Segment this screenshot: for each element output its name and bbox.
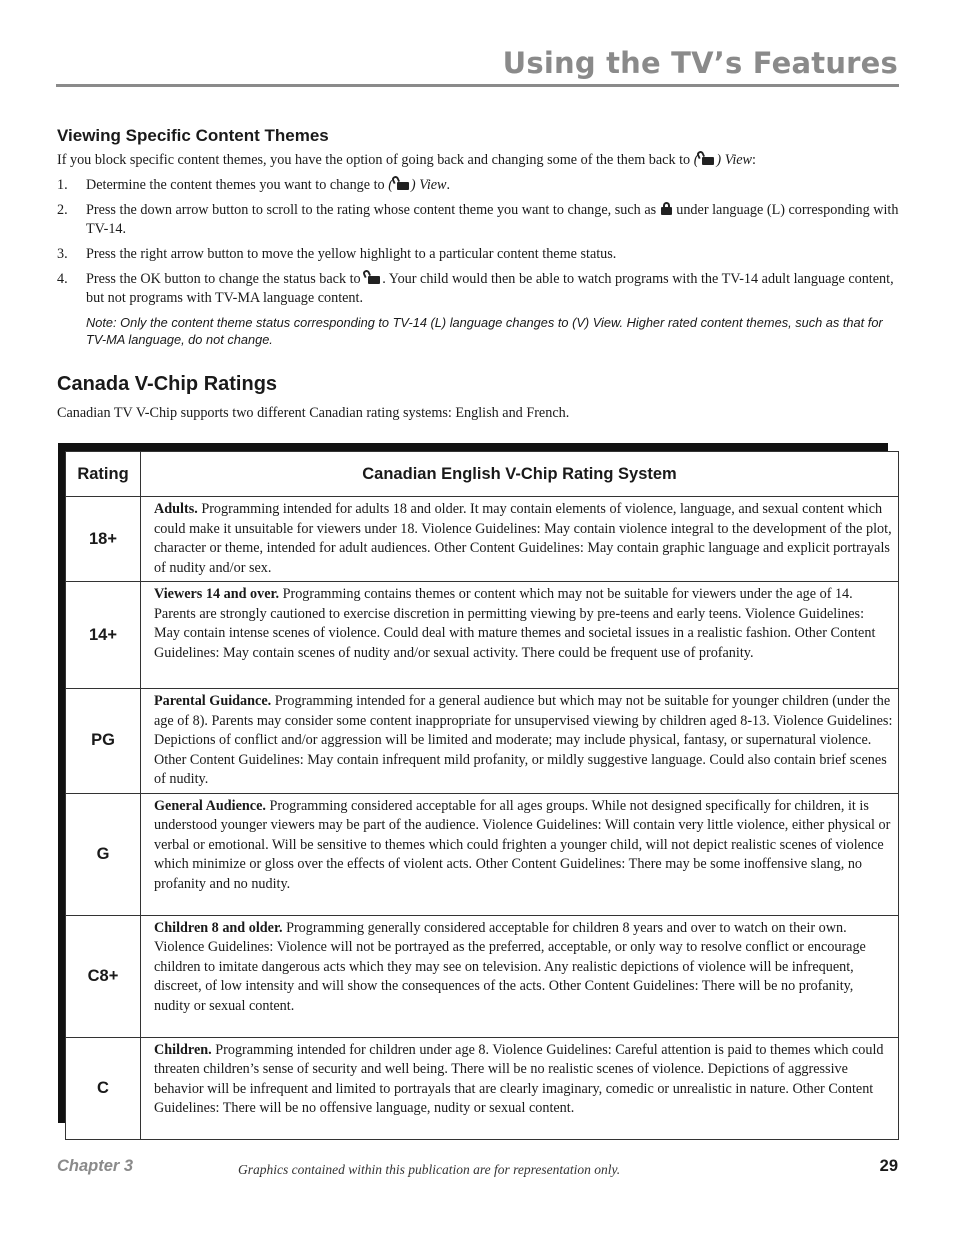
content-themes-intro: If you block specific content themes, you have the option of going back and changing some of the them back to ( ) View: (57, 151, 899, 170)
intro-text: If you block specific content themes, you have the option of going back and changing some of the them back to (57, 152, 691, 168)
footer-chapter: Chapter 3 (57, 1157, 134, 1175)
rating-description: Adults. Programming intended for adults 18 and older. It may contain elements of violence, language, and sexual content which could make it unsuitable for viewers under 18. Violence Guidelines: May contain violence integral to the development of the plot, character or theme, intended for adult audiences. Other Content Guidelines: May contain graphic language and explicit portrayals of nudity and/or sex. (141, 497, 899, 582)
rating-code: C8+ (66, 915, 141, 1037)
unlock-icon (699, 152, 715, 165)
rating-description: Children 8 and older. Programming generally considered acceptable for children 8 years and over to watch on their own. Violence Guidelines: Violence will not be portrayed as the preferred, acceptable, or only way to resolve conflict or encourage children to imitate dangerous acts which they may see on television. Any realistic depictions of violence will be infrequent, discreet, of low intensity and will show the consequences of the acts. Other Content Guidelines: There will be no profanity, nudity or sexual content. (141, 915, 899, 1037)
page-title: Using the TV’s Features (502, 46, 898, 80)
unlock-icon (365, 271, 381, 284)
rating-code: 14+ (66, 582, 141, 689)
steps-list (57, 176, 899, 354)
column-header-system: Canadian English V-Chip Rating System (141, 452, 899, 497)
table-row (66, 497, 899, 582)
table-row (66, 793, 899, 915)
section-heading-canada: Canada V-Chip Ratings (57, 373, 278, 395)
list-item: 2. Press the down arrow button to scroll to the rating whose content theme you want to change, such as under language (L) corresponding with TV-14. (57, 202, 899, 237)
table-row (66, 689, 899, 794)
table-row (66, 582, 899, 689)
list-item: 4. Press the OK button to change the status back to . Your child would then be able to watch programs with the TV-14 adult language content, but not programs with TV-MA language content. Note: Only the content theme status corresponding to TV-14 (L) language changes to (V) View. Higher rated content themes, such as that for TV-MA language, do not change. (57, 270, 899, 348)
page-number: 29 (879, 1157, 898, 1175)
title-rule (56, 84, 899, 87)
rating-table (65, 451, 899, 1140)
rating-code: PG (66, 689, 141, 794)
list-item: 1. Determine the content themes you want to change to ( ) View. (57, 176, 899, 195)
rating-description: Children. Programming intended for children under age 8. Violence Guidelines: Careful attention is paid to themes which could threaten children’s sense of security and well being. There will be no realistic scenes of violence. Depictions of aggressive behavior will be infrequent and limited to portrayals that are clearly imaginary, comedic or unrealistic in nature. Other Content Guidelines: There will be no offensive language, nudity or sexual content. (141, 1037, 899, 1139)
table-row (66, 915, 899, 1037)
column-header-rating: Rating (66, 452, 141, 497)
rating-code: G (66, 793, 141, 915)
table-header-row (66, 452, 899, 497)
table-row (66, 1037, 899, 1139)
intro-view-label: View (724, 152, 753, 168)
rating-description: Viewers 14 and over. Programming contains themes or content which may not be suitable for viewers under the age of 14. Parents are strongly cautioned to exercise discretion in permitting viewing by pre-teens and early teens. Violence Guidelines: May contain intense scenes of violence. Could deal with mature themes and societal issues in a realistic fashion. Other Content Guidelines: May contain scenes of nudity and/or sexual activity. There could be frequent use of profanity. (141, 582, 899, 689)
footer-note: Graphics contained within this publication are for representation only. (238, 1162, 621, 1177)
rating-code: C (66, 1037, 141, 1139)
note-text: Note: Only the content theme status corresponding to TV-14 (L) language changes to (V) View. Higher rated content themes, such as that for TV-MA language, do not change. (86, 315, 883, 347)
section-heading-content-themes: Viewing Specific Content Themes (57, 126, 329, 145)
list-item: 3. Press the right arrow button to move the yellow highlight to a particular content theme status. (57, 246, 617, 262)
lock-icon (661, 202, 672, 215)
rating-description: Parental Guidance. Programming intended for a general audience but which may not be suitable for younger children (under the age of 8). Parents may consider some content inappropriate for unsupervised viewing by children aged 8-13. Violence Guidelines: Depictions of conflict and/or aggression will be limited and moderate; may include physical, fantasy, or supernatural violence. Other Content Guidelines: May contain infrequent mild profanity, or mildly suggestive language. Could also contain brief scenes of nudity. (141, 689, 899, 794)
rating-code: 18+ (66, 497, 141, 582)
unlock-icon (394, 177, 410, 190)
canada-intro: Canadian TV V-Chip supports two different Canadian rating systems: English and French. (57, 405, 570, 421)
rating-description: General Audience. Programming considered acceptable for all ages groups. While not designed specifically for children, it is understood younger viewers may be part of the audience. Violence Guidelines: Will contain very little violence, either physical or verbal or emotional. Will be sensitive to themes which could frighten a younger child, will not depict realistic scenes of violence which minimize or gloss over the effects of violent acts. Other Content Guidelines: There may be some inoffensive slang, no profanity and no nudity. (141, 793, 899, 915)
